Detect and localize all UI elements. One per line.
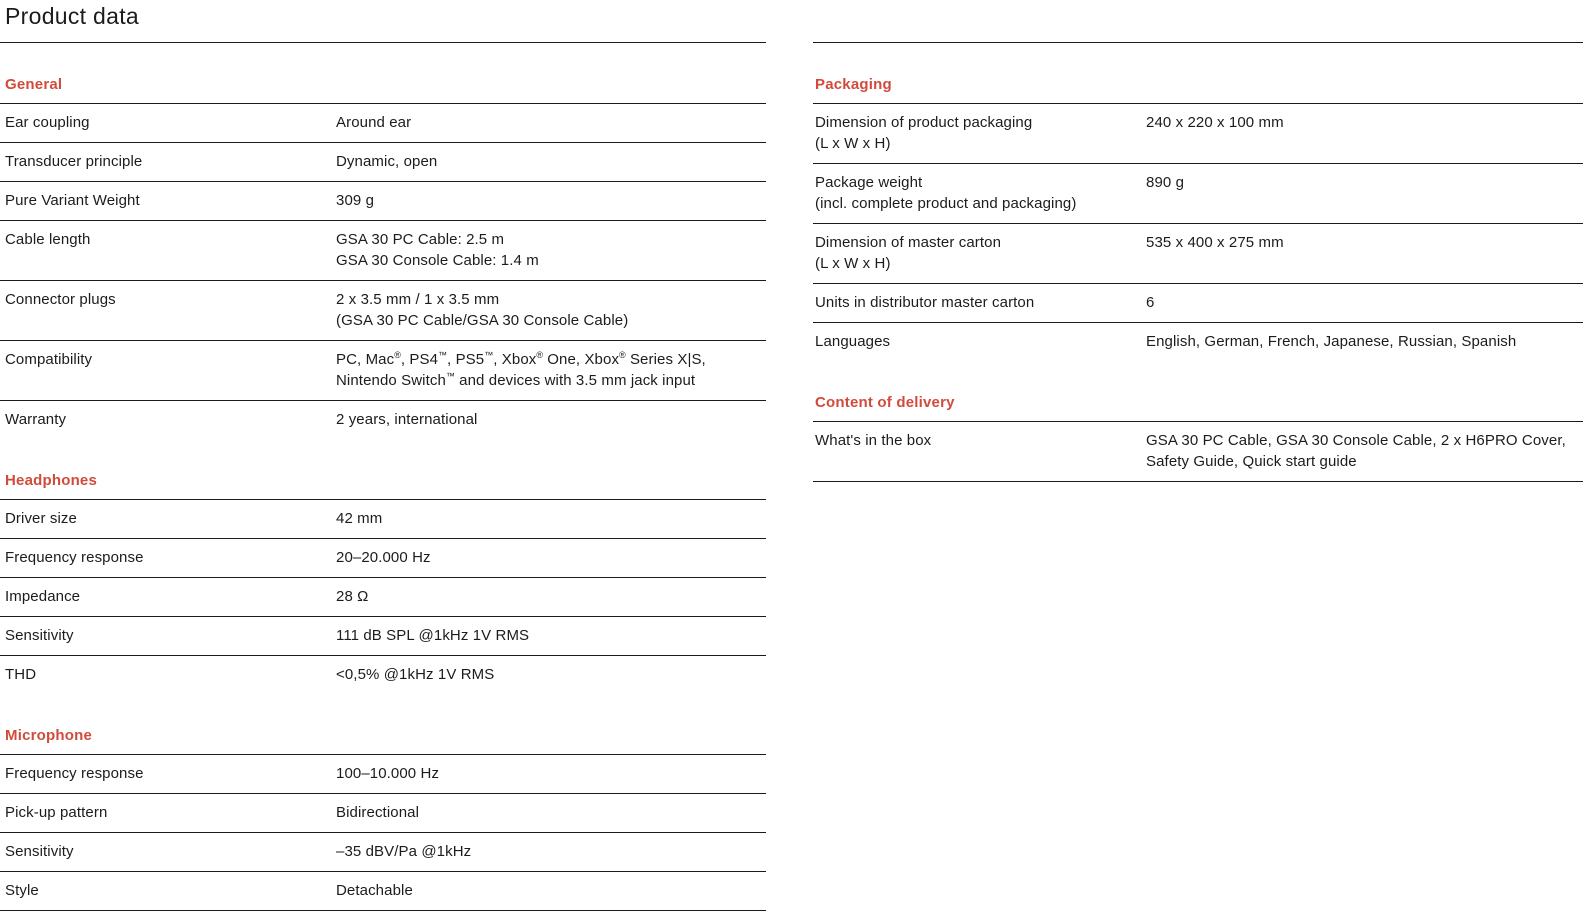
spec-value — [336, 229, 766, 271]
section-heading: General — [0, 65, 766, 104]
spec-label — [5, 547, 336, 568]
spec-row — [0, 656, 766, 694]
spec-value — [1146, 331, 1583, 352]
spec-label — [5, 151, 336, 172]
spec-value — [336, 664, 766, 685]
left-sections-container — [0, 65, 766, 911]
spec-label — [5, 349, 336, 391]
section-heading: Headphones — [0, 461, 766, 500]
spec-row — [813, 323, 1583, 361]
spec-value-line: Around ear — [336, 114, 412, 131]
spec-row — [813, 224, 1583, 284]
spec-label — [815, 232, 1146, 274]
spec-label — [5, 802, 336, 823]
spec-row — [0, 500, 766, 539]
spec-value — [1146, 430, 1583, 472]
spec-label — [5, 508, 336, 529]
spec-row — [813, 284, 1583, 323]
right-column-header — [813, 0, 1583, 43]
spec-label-line: Package weight — [815, 174, 923, 191]
spec-section — [813, 65, 1583, 361]
left-column — [0, 0, 766, 911]
spec-value-line: Safety Guide, Quick start guide — [1146, 453, 1357, 470]
spec-label-line: Languages — [815, 333, 891, 350]
spec-label-line: THD — [5, 666, 37, 683]
spec-value — [336, 409, 766, 430]
spec-value — [336, 547, 766, 568]
spec-label — [5, 841, 336, 862]
spec-value-line: (GSA 30 PC Cable/GSA 30 Console Cable) — [336, 312, 629, 329]
spec-value-line: 28 Ω — [336, 588, 369, 605]
spec-value-line: PC, Mac®, PS4™, PS5™, Xbox® One, Xbox® Series X|S, — [336, 350, 706, 368]
spec-row — [0, 794, 766, 833]
spec-section — [0, 461, 766, 694]
spec-label-line: Pick-up pattern — [5, 804, 108, 821]
section-heading: Microphone — [0, 716, 766, 755]
right-sections-container — [813, 65, 1583, 482]
spec-value-line: Dynamic, open — [336, 153, 438, 170]
spec-value-line: 42 mm — [336, 510, 383, 527]
spec-row — [813, 104, 1583, 164]
spec-row — [0, 617, 766, 656]
spec-value — [336, 802, 766, 823]
spec-value-line: 6 — [1146, 294, 1155, 311]
spec-value — [1146, 172, 1583, 214]
spec-value-line: GSA 30 PC Cable, GSA 30 Console Cable, 2 x H6PRO Cover, — [1146, 432, 1566, 449]
spec-label-line: Dimension of product packaging — [815, 114, 1033, 131]
spec-value-line: Detachable — [336, 882, 413, 899]
spec-label — [815, 331, 1146, 352]
spec-value-line: 309 g — [336, 192, 375, 209]
spec-label-line: Driver size — [5, 510, 77, 527]
spec-label-line: Ear coupling — [5, 114, 90, 131]
spec-label — [5, 625, 336, 646]
section-heading: Content of delivery — [813, 383, 1583, 422]
spec-label-line: (L x W x H) — [815, 255, 891, 272]
spec-value-line: 535 x 400 x 275 mm — [1146, 234, 1284, 251]
spec-label — [5, 229, 336, 271]
spec-row — [0, 539, 766, 578]
spec-label-line: Sensitivity — [5, 627, 74, 644]
spec-row — [0, 221, 766, 281]
spec-row — [0, 578, 766, 617]
spec-value — [336, 841, 766, 862]
spec-label-line: Style — [5, 882, 39, 899]
spec-value-line: 111 dB SPL @1kHz 1V RMS — [336, 627, 530, 644]
spec-row — [0, 341, 766, 401]
spec-label-line: Frequency response — [5, 765, 144, 782]
spec-value-line: 890 g — [1146, 174, 1185, 191]
spec-label — [815, 112, 1146, 154]
spec-value-line: 100–10.000 Hz — [336, 765, 440, 782]
spec-label-line: Frequency response — [5, 549, 144, 566]
spec-label-line: Transducer principle — [5, 153, 143, 170]
page-title: Product data — [5, 3, 140, 29]
spec-section — [813, 383, 1583, 482]
spec-value — [1146, 292, 1583, 313]
spec-label-line: Pure Variant Weight — [5, 192, 140, 209]
spec-label-line: Connector plugs — [5, 291, 116, 308]
section-heading: Packaging — [813, 65, 1583, 104]
spec-value-line: –35 dBV/Pa @1kHz — [336, 843, 472, 860]
spec-value — [336, 508, 766, 529]
spec-label-line: What's in the box — [815, 432, 932, 449]
spec-label-line: (L x W x H) — [815, 135, 891, 152]
spec-label-line: Sensitivity — [5, 843, 74, 860]
spec-label — [5, 880, 336, 901]
spec-row — [0, 104, 766, 143]
spec-label — [815, 430, 1146, 472]
spec-label — [5, 586, 336, 607]
spec-label — [815, 292, 1146, 313]
spec-label-line: Units in distributor master carton — [815, 294, 1035, 311]
spec-value-line: 20–20.000 Hz — [336, 549, 431, 566]
spec-value-line: English, German, French, Japanese, Russian, Spanish — [1146, 333, 1517, 350]
spec-row — [0, 872, 766, 911]
spec-row — [0, 182, 766, 221]
spec-label — [5, 289, 336, 331]
spec-label-line: Warranty — [5, 411, 67, 428]
spec-value — [336, 112, 766, 133]
spec-row — [0, 143, 766, 182]
spec-value-line: Nintendo Switch™ and devices with 3.5 mm jack input — [336, 371, 696, 389]
spec-row — [0, 401, 766, 439]
spec-label-line: Impedance — [5, 588, 81, 605]
spec-label — [5, 763, 336, 784]
column-gap — [766, 0, 813, 911]
spec-value-line: 2 years, international — [336, 411, 478, 428]
spec-label-line: Dimension of master carton — [815, 234, 1002, 251]
spec-label-line: (incl. complete product and packaging) — [815, 195, 1077, 212]
spec-value-line: GSA 30 PC Cable: 2.5 m — [336, 231, 505, 248]
spec-label-line: Cable length — [5, 231, 91, 248]
spec-label — [815, 172, 1146, 214]
spec-label — [5, 664, 336, 685]
spec-value — [336, 349, 766, 391]
spec-row — [0, 281, 766, 341]
spec-label — [5, 112, 336, 133]
spec-section — [0, 65, 766, 439]
spec-value-line: <0,5% @1kHz 1V RMS — [336, 666, 495, 683]
spec-value — [336, 289, 766, 331]
spec-row — [813, 164, 1583, 224]
spec-row — [0, 755, 766, 794]
spec-label-line: Compatibility — [5, 351, 93, 368]
spec-label — [5, 190, 336, 211]
spec-value-line: GSA 30 Console Cable: 1.4 m — [336, 252, 539, 269]
spec-value-line: Bidirectional — [336, 804, 420, 821]
spec-value-line: 240 x 220 x 100 mm — [1146, 114, 1284, 131]
spec-value — [336, 880, 766, 901]
spec-value — [1146, 232, 1583, 274]
spec-section — [0, 716, 766, 911]
right-column — [813, 0, 1583, 911]
spec-value-line: 2 x 3.5 mm / 1 x 3.5 mm — [336, 291, 500, 308]
spec-row — [813, 422, 1583, 482]
spec-value — [336, 625, 766, 646]
spec-value — [336, 586, 766, 607]
left-column-header — [0, 0, 766, 43]
spec-value — [1146, 112, 1583, 154]
spec-label — [5, 409, 336, 430]
spec-row — [0, 833, 766, 872]
spec-value — [336, 190, 766, 211]
spec-value — [336, 763, 766, 784]
spec-value — [336, 151, 766, 172]
